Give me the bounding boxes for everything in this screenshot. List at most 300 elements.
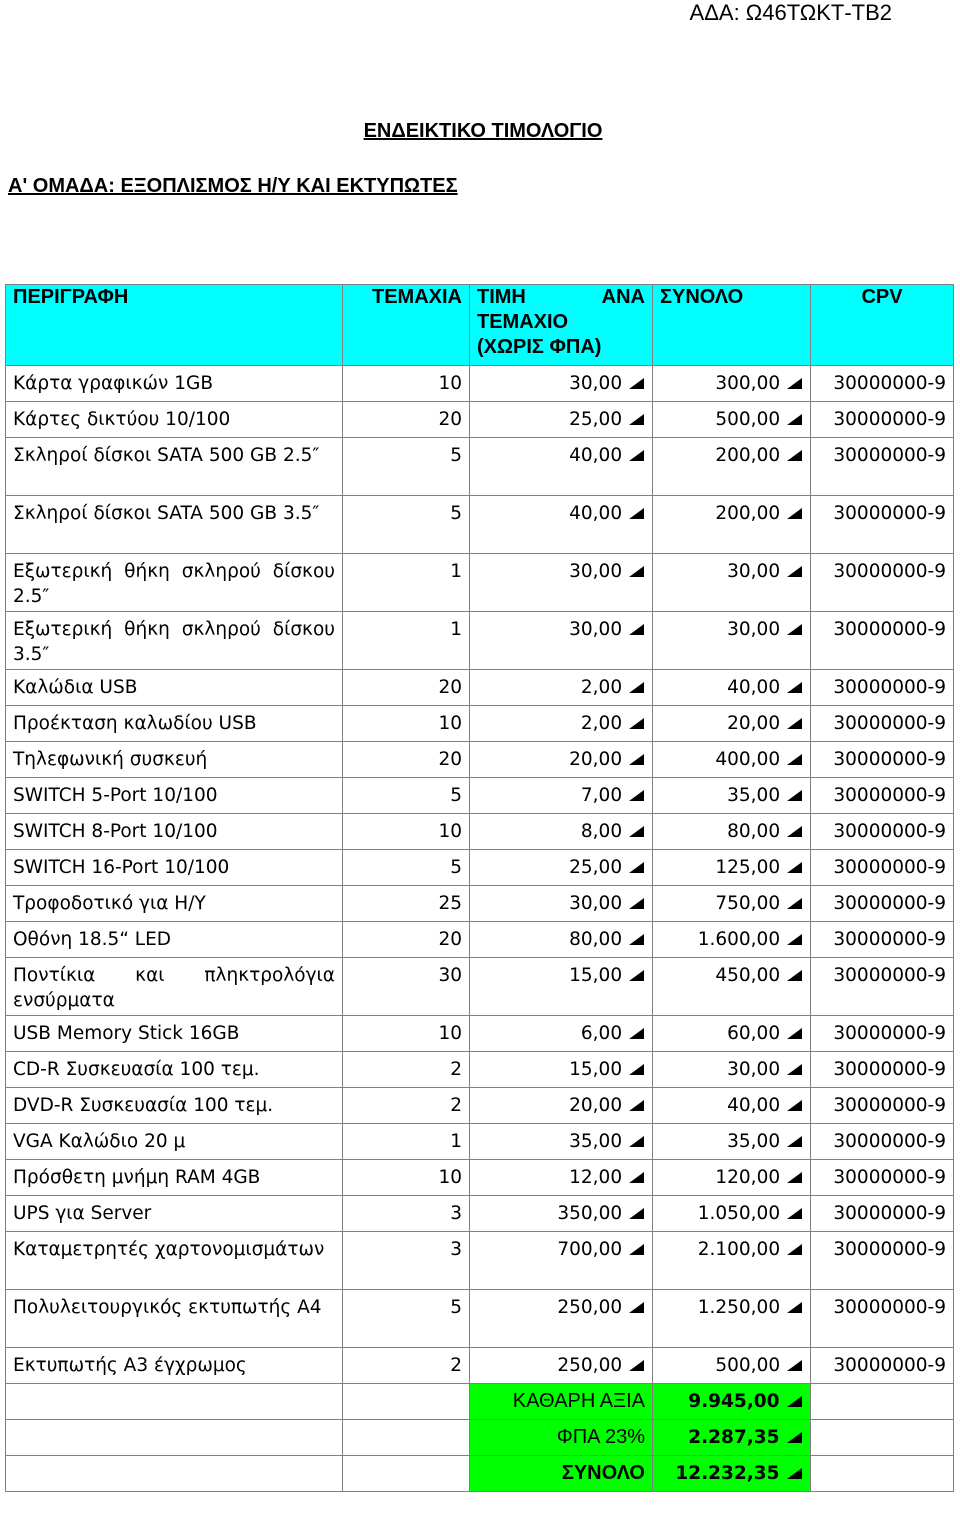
item-quantity [343,814,470,850]
item-unit-price-text: 2,00 [580,713,623,734]
item-cpv [811,706,954,742]
item-quantity [343,778,470,814]
item-cpv-text: 30000000-9 [833,619,946,640]
item-total [653,1196,811,1232]
table-row [6,1348,954,1384]
euro-icon [786,1428,803,1444]
item-cpv-text: 30000000-9 [833,893,946,914]
item-total-text: 1.600,00 [697,929,781,950]
item-description-text: Κάρτες δικτύου 10/100 [13,409,231,430]
item-cpv-text: 30000000-9 [833,929,946,950]
item-description [6,612,343,670]
table-row [6,886,954,922]
item-cpv [811,958,954,1016]
item-description [6,1124,343,1160]
table-row [6,850,954,886]
item-unit-price [470,1016,653,1052]
item-quantity [343,1348,470,1384]
euro-icon [786,1060,803,1076]
item-total [653,1160,811,1196]
item-cpv-text: 30000000-9 [833,561,946,582]
item-cpv [811,1052,954,1088]
item-quantity-text: 5 [450,857,462,878]
item-cpv [811,778,954,814]
item-cpv-text: 30000000-9 [833,821,946,842]
table-row [6,670,954,706]
euro-icon [786,446,803,462]
item-quantity-text: 2 [450,1059,462,1080]
item-unit-price [470,706,653,742]
item-quantity [343,958,470,1016]
euro-icon [786,714,803,730]
item-unit-price-text: 40,00 [569,445,623,466]
table-row [6,366,954,402]
item-unit-price-text: 40,00 [569,503,623,524]
euro-icon [786,894,803,910]
item-quantity [343,612,470,670]
item-quantity-text: 10 [438,1167,462,1188]
item-unit-price-text: 35,00 [569,1131,623,1152]
item-description [6,402,343,438]
item-description [6,438,343,496]
item-cpv [811,670,954,706]
item-cpv-text: 30000000-9 [833,445,946,466]
euro-icon [786,930,803,946]
table-row [6,922,954,958]
item-description-text: Προέκταση καλωδίου USB [13,713,257,734]
table-row [6,742,954,778]
item-total-text: 500,00 [715,409,781,430]
table-row [6,1160,954,1196]
item-quantity-text: 3 [450,1203,462,1224]
item-unit-price [470,1052,653,1088]
item-cpv-text: 30000000-9 [833,749,946,770]
item-unit-price-text: 30,00 [569,373,623,394]
item-total [653,778,811,814]
ada-code: ΑΔΑ: Ω46ΤΩΚΤ-ΤΒ2 [689,0,892,25]
euro-icon [628,1096,645,1112]
item-total-text: 35,00 [727,785,781,806]
item-cpv-text: 30000000-9 [833,1239,946,1260]
item-total-text: 2.100,00 [697,1239,781,1260]
summary-value-text: 9.945,00 [688,1391,780,1412]
euro-icon [628,562,645,578]
item-cpv-text: 30000000-9 [833,1095,946,1116]
item-quantity-text: 20 [438,677,462,698]
item-unit-price [470,366,653,402]
euro-icon [786,1356,803,1372]
item-unit-price-text: 2,00 [580,677,623,698]
table-row [6,1124,954,1160]
item-cpv-text: 30000000-9 [833,1131,946,1152]
euro-icon [628,714,645,730]
euro-icon [628,1356,645,1372]
item-description [6,1016,343,1052]
header-cpv: CPV [811,285,954,366]
item-cpv [811,554,954,612]
item-cpv-text: 30000000-9 [833,785,946,806]
item-quantity-text: 1 [450,619,462,640]
header-unit-price [470,285,653,366]
item-cpv [811,1124,954,1160]
item-cpv [811,850,954,886]
item-description-text: Εξωτερική θήκη σκληρού δίσκου 3.5″ [13,619,335,665]
item-cpv [811,1290,954,1348]
item-quantity [343,438,470,496]
item-quantity-text: 5 [450,445,462,466]
table-row [6,1016,954,1052]
item-unit-price-text: 250,00 [557,1297,623,1318]
item-unit-price [470,670,653,706]
item-description [6,670,343,706]
item-total [653,1052,811,1088]
euro-icon [628,504,645,520]
item-cpv-text: 30000000-9 [833,965,946,986]
item-description-text: Καταμετρητές χαρτονομισμάτων [13,1239,325,1260]
header-unit-price-word1: ΤΙΜΗ [477,286,526,308]
item-total-text: 30,00 [727,561,781,582]
euro-icon [786,1298,803,1314]
table-row [6,706,954,742]
euro-icon [786,966,803,982]
item-cpv-text: 30000000-9 [833,373,946,394]
euro-icon [786,410,803,426]
item-unit-price [470,1124,653,1160]
euro-icon [786,750,803,766]
summary-value-text: 12.232,35 [675,1463,780,1484]
summary-label-text: ΦΠΑ 23% [556,1426,645,1448]
item-unit-price [470,958,653,1016]
euro-icon [628,620,645,636]
item-description-text: Καλώδια USB [13,677,138,698]
summary-row [6,1384,954,1420]
item-quantity-text: 10 [438,373,462,394]
euro-icon [786,1240,803,1256]
item-description [6,958,343,1016]
euro-icon [628,410,645,426]
item-unit-price-text: 15,00 [569,965,623,986]
item-description [6,1348,343,1384]
euro-icon [628,822,645,838]
item-description-text: Τροφοδοτικό για Η/Υ [13,893,206,914]
item-quantity [343,742,470,778]
item-cpv [811,1088,954,1124]
table-header-row [6,285,954,366]
euro-icon [786,858,803,874]
summary-empty-cell [811,1456,954,1492]
item-unit-price-text: 6,00 [580,1023,623,1044]
euro-icon [628,1240,645,1256]
item-quantity-text: 2 [450,1095,462,1116]
euro-icon [628,966,645,982]
item-total-text: 750,00 [715,893,781,914]
item-unit-price [470,886,653,922]
euro-icon [786,822,803,838]
summary-value [653,1420,811,1456]
summary-blank-cell [6,1420,343,1456]
item-description [6,1052,343,1088]
item-quantity [343,706,470,742]
item-description [6,922,343,958]
item-total-text: 125,00 [715,857,781,878]
item-cpv [811,1348,954,1384]
item-cpv-text: 30000000-9 [833,713,946,734]
item-description-text: USB Memory Stick 16GB [13,1023,240,1044]
price-table [5,284,954,1492]
item-description-text: Τηλεφωνική συσκευή [13,749,208,770]
item-total-text: 200,00 [715,503,781,524]
item-total [653,1124,811,1160]
summary-value-text: 2.287,35 [688,1427,780,1448]
table-row [6,1052,954,1088]
item-quantity [343,1196,470,1232]
item-cpv-text: 30000000-9 [833,409,946,430]
item-unit-price [470,1232,653,1290]
item-unit-price-text: 700,00 [557,1239,623,1260]
item-quantity-text: 10 [438,1023,462,1044]
euro-icon [786,504,803,520]
table-row [6,814,954,850]
header-unit-price-line2: ΤΕΜΑΧΙΟ [477,311,569,333]
item-description-text: Πρόσθετη μνήμη RAM 4GB [13,1167,261,1188]
item-quantity [343,922,470,958]
item-unit-price-text: 15,00 [569,1059,623,1080]
item-total [653,438,811,496]
item-unit-price [470,1290,653,1348]
euro-icon [628,930,645,946]
item-total-text: 60,00 [727,1023,781,1044]
item-quantity [343,496,470,554]
item-quantity-text: 2 [450,1355,462,1376]
summary-value [653,1456,811,1492]
item-unit-price [470,742,653,778]
euro-icon [786,678,803,694]
table-row [6,554,954,612]
item-description [6,496,343,554]
item-description [6,706,343,742]
item-cpv [811,612,954,670]
item-description [6,742,343,778]
summary-blank-cell [343,1384,470,1420]
summary-blank-cell [6,1384,343,1420]
item-total-text: 1.250,00 [697,1297,781,1318]
summary-empty-cell [811,1384,954,1420]
euro-icon [628,1024,645,1040]
header-description: ΠΕΡΙΓΡΑΦΗ [6,285,343,366]
item-quantity-text: 20 [438,409,462,430]
euro-icon [628,1204,645,1220]
item-quantity [343,886,470,922]
euro-icon [628,858,645,874]
item-unit-price [470,814,653,850]
item-quantity [343,850,470,886]
item-description-text: DVD-R Συσκευασία 100 τεμ. [13,1095,274,1116]
euro-icon [786,374,803,390]
item-total [653,850,811,886]
item-description-text: UPS για Server [13,1203,152,1224]
item-unit-price-text: 250,00 [557,1355,623,1376]
euro-icon [786,1464,803,1480]
item-cpv [811,742,954,778]
item-total [653,1088,811,1124]
item-cpv [811,496,954,554]
item-unit-price [470,1196,653,1232]
item-unit-price [470,402,653,438]
table-row [6,778,954,814]
item-total-text: 1.050,00 [697,1203,781,1224]
item-quantity-text: 10 [438,821,462,842]
item-description-text: Ποντίκια και πληκτρολόγια ενσύρματα [13,965,335,1011]
item-description-text: CD-R Συσκευασία 100 τεμ. [13,1059,260,1080]
item-total-text: 20,00 [727,713,781,734]
item-quantity [343,1016,470,1052]
item-description [6,554,343,612]
item-quantity [343,1124,470,1160]
item-unit-price-text: 30,00 [569,893,623,914]
item-total [653,742,811,778]
group-heading: Α' ΟΜΑΔΑ: ΕΞΟΠΛΙΣΜΟΣ Η/Υ ΚΑΙ ΕΚΤΥΠΩΤΕΣ [8,175,458,197]
item-total-text: 30,00 [727,619,781,640]
item-quantity [343,1232,470,1290]
summary-label [470,1420,653,1456]
item-quantity [343,402,470,438]
item-quantity [343,1088,470,1124]
item-quantity-text: 1 [450,561,462,582]
item-quantity-text: 1 [450,1131,462,1152]
item-cpv-text: 30000000-9 [833,1203,946,1224]
summary-label [470,1384,653,1420]
summary-blank-cell [343,1420,470,1456]
item-unit-price [470,554,653,612]
item-unit-price [470,1088,653,1124]
item-description-text: Σκληροί δίσκοι SATA 500 GB 2.5″ [13,445,320,466]
item-total [653,706,811,742]
table-row [6,1232,954,1290]
document-title: ΕΝΔΕΙΚΤΙΚΟ ΤΙΜΟΛΟΓΙΟ [363,120,603,142]
item-unit-price-text: 25,00 [569,857,623,878]
table-row [6,1290,954,1348]
item-quantity-text: 20 [438,929,462,950]
item-total-text: 450,00 [715,965,781,986]
item-total [653,496,811,554]
euro-icon [786,1204,803,1220]
item-total [653,814,811,850]
item-unit-price [470,1348,653,1384]
item-cpv [811,1232,954,1290]
item-cpv [811,402,954,438]
summary-value [653,1384,811,1420]
item-cpv [811,1016,954,1052]
euro-icon [786,562,803,578]
item-cpv-text: 30000000-9 [833,857,946,878]
euro-icon [628,446,645,462]
item-quantity-text: 5 [450,503,462,524]
euro-icon [628,1060,645,1076]
item-total [653,1232,811,1290]
item-total [653,402,811,438]
item-cpv [811,1196,954,1232]
item-description [6,1232,343,1290]
table-row [6,1196,954,1232]
item-cpv [811,922,954,958]
item-quantity [343,554,470,612]
euro-icon [628,750,645,766]
item-cpv-text: 30000000-9 [833,1023,946,1044]
euro-icon [786,620,803,636]
table-row [6,1088,954,1124]
item-cpv-text: 30000000-9 [833,1355,946,1376]
item-total [653,554,811,612]
table-row [6,496,954,554]
item-quantity-text: 30 [438,965,462,986]
euro-icon [786,1132,803,1148]
euro-icon [628,374,645,390]
item-total [653,1290,811,1348]
item-description [6,1088,343,1124]
item-description [6,778,343,814]
item-unit-price [470,922,653,958]
item-cpv-text: 30000000-9 [833,503,946,524]
item-unit-price-text: 8,00 [580,821,623,842]
item-total [653,1348,811,1384]
summary-label-text: ΚΑΘΑΡΗ ΑΞΙΑ [512,1390,645,1412]
summary-row [6,1456,954,1492]
item-cpv-text: 30000000-9 [833,677,946,698]
item-description-text: SWITCH 5-Port 10/100 [13,785,218,806]
header-quantity: ΤΕΜΑΧΙΑ [343,285,470,366]
item-total [653,922,811,958]
item-description-text: SWITCH 8-Port 10/100 [13,821,218,842]
item-description [6,814,343,850]
item-cpv [811,438,954,496]
summary-row [6,1420,954,1456]
euro-icon [628,678,645,694]
item-unit-price [470,850,653,886]
item-total [653,612,811,670]
euro-icon [628,786,645,802]
item-unit-price-text: 30,00 [569,561,623,582]
item-unit-price [470,778,653,814]
summary-empty-cell [811,1420,954,1456]
item-unit-price-text: 20,00 [569,749,623,770]
item-description [6,850,343,886]
item-total-text: 300,00 [715,373,781,394]
item-description-text: VGA Καλώδιο 20 μ [13,1131,186,1152]
euro-icon [628,1298,645,1314]
item-total-text: 120,00 [715,1167,781,1188]
item-unit-price-text: 80,00 [569,929,623,950]
table-row [6,438,954,496]
item-total [653,366,811,402]
euro-icon [628,894,645,910]
item-quantity [343,670,470,706]
item-quantity [343,366,470,402]
item-unit-price [470,1160,653,1196]
item-description [6,366,343,402]
item-total-text: 40,00 [727,677,781,698]
header-unit-price-word2: ΑΝΑ [601,286,645,308]
item-description-text: Οθόνη 18.5“ LED [13,929,172,950]
item-unit-price-text: 7,00 [580,785,623,806]
item-total-text: 400,00 [715,749,781,770]
summary-blank-cell [343,1456,470,1492]
item-total-text: 200,00 [715,445,781,466]
item-description-text: Εξωτερική θήκη σκληρού δίσκου 2.5″ [13,561,335,607]
item-cpv-text: 30000000-9 [833,1167,946,1188]
item-unit-price-text: 25,00 [569,409,623,430]
item-description [6,1160,343,1196]
item-unit-price [470,496,653,554]
